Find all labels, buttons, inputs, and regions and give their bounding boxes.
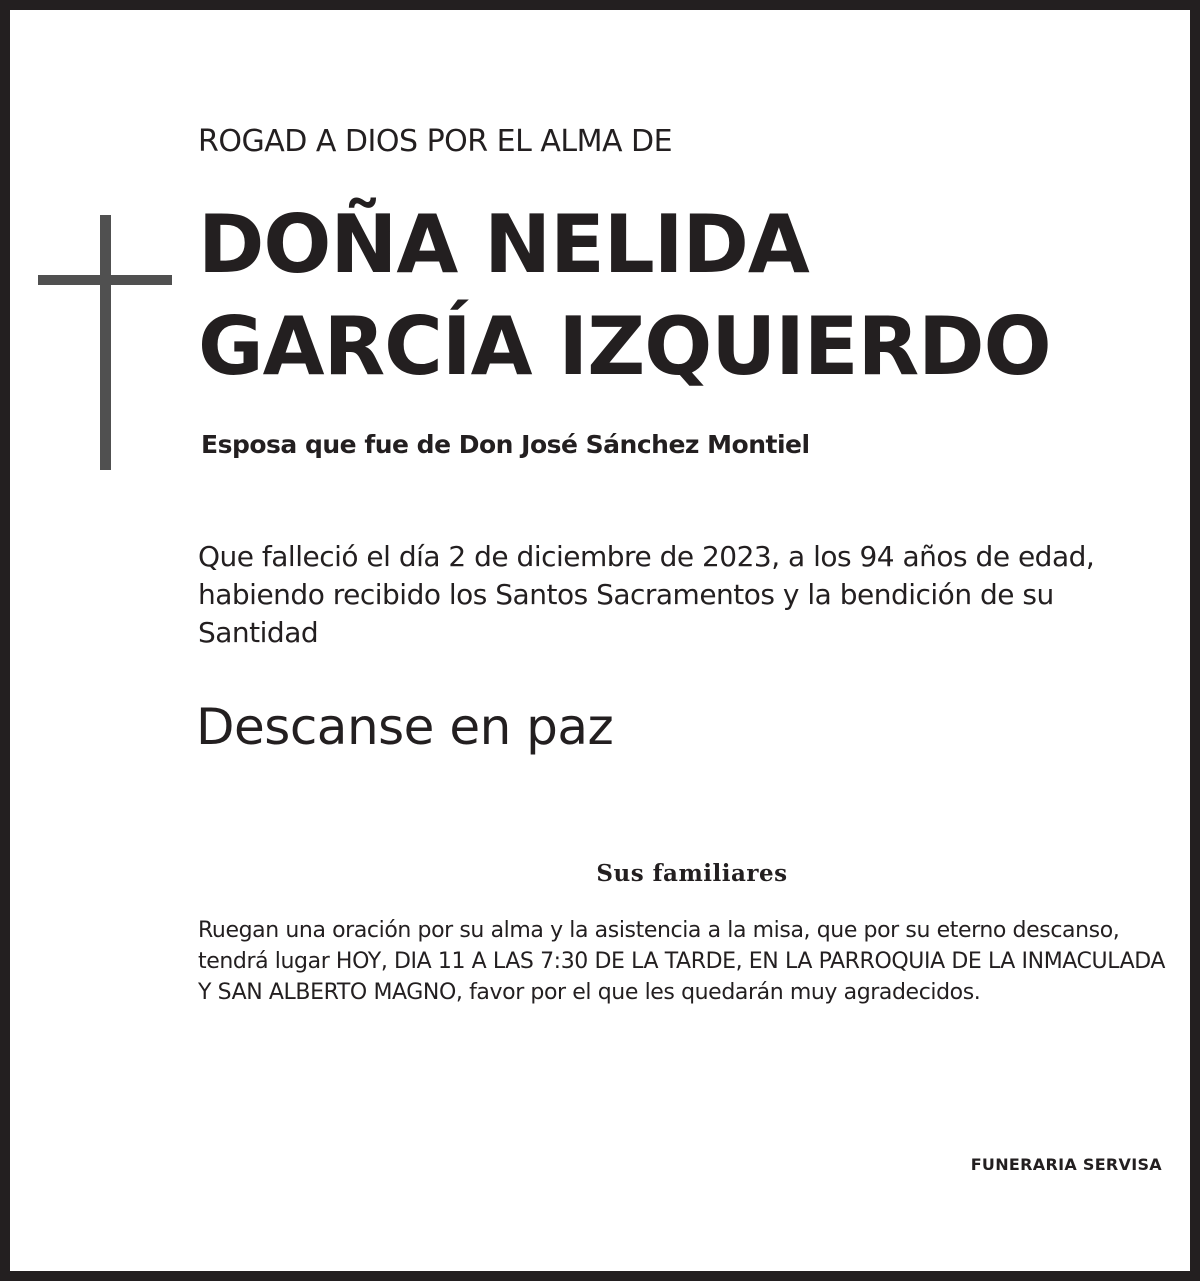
death-details: Que falleció el día 2 de diciembre de 2023, a los 94 años de edad, habiendo recibido los Santos Sacramentos y la bendición de su Santidad xyxy=(198,540,1095,649)
rest-in-peace: Descanse en paz xyxy=(196,698,614,756)
cross-icon xyxy=(38,215,172,470)
spouse-text: Esposa que fue de Don José Sánchez Montiel xyxy=(201,430,810,459)
family-signature: Sus familiares xyxy=(596,860,788,887)
funeral-home: FUNERARIA SERVISA xyxy=(970,1155,1162,1174)
cross-horizontal-bar xyxy=(38,275,172,285)
cross-vertical-bar xyxy=(100,215,111,470)
deceased-name-line-1: DOÑA NELIDA xyxy=(198,198,809,291)
deceased-name-line-2: GARCÍA IZQUIERDO xyxy=(198,300,1051,393)
intro-text: ROGAD A DIOS POR EL ALMA DE xyxy=(198,124,673,159)
deceased-name xyxy=(198,194,1051,398)
mass-request-text: Ruegan una oración por su alma y la asistencia a la misa, que por su eterno descanso, tendrá lugar HOY, DIA 11 A LAS 7:30 DE LA TARDE, EN LA PARROQUIA DE LA INMACULADA Y SAN ALBERTO MAGNO, favor por el que les quedarán muy agradecidos. xyxy=(198,918,1166,1005)
